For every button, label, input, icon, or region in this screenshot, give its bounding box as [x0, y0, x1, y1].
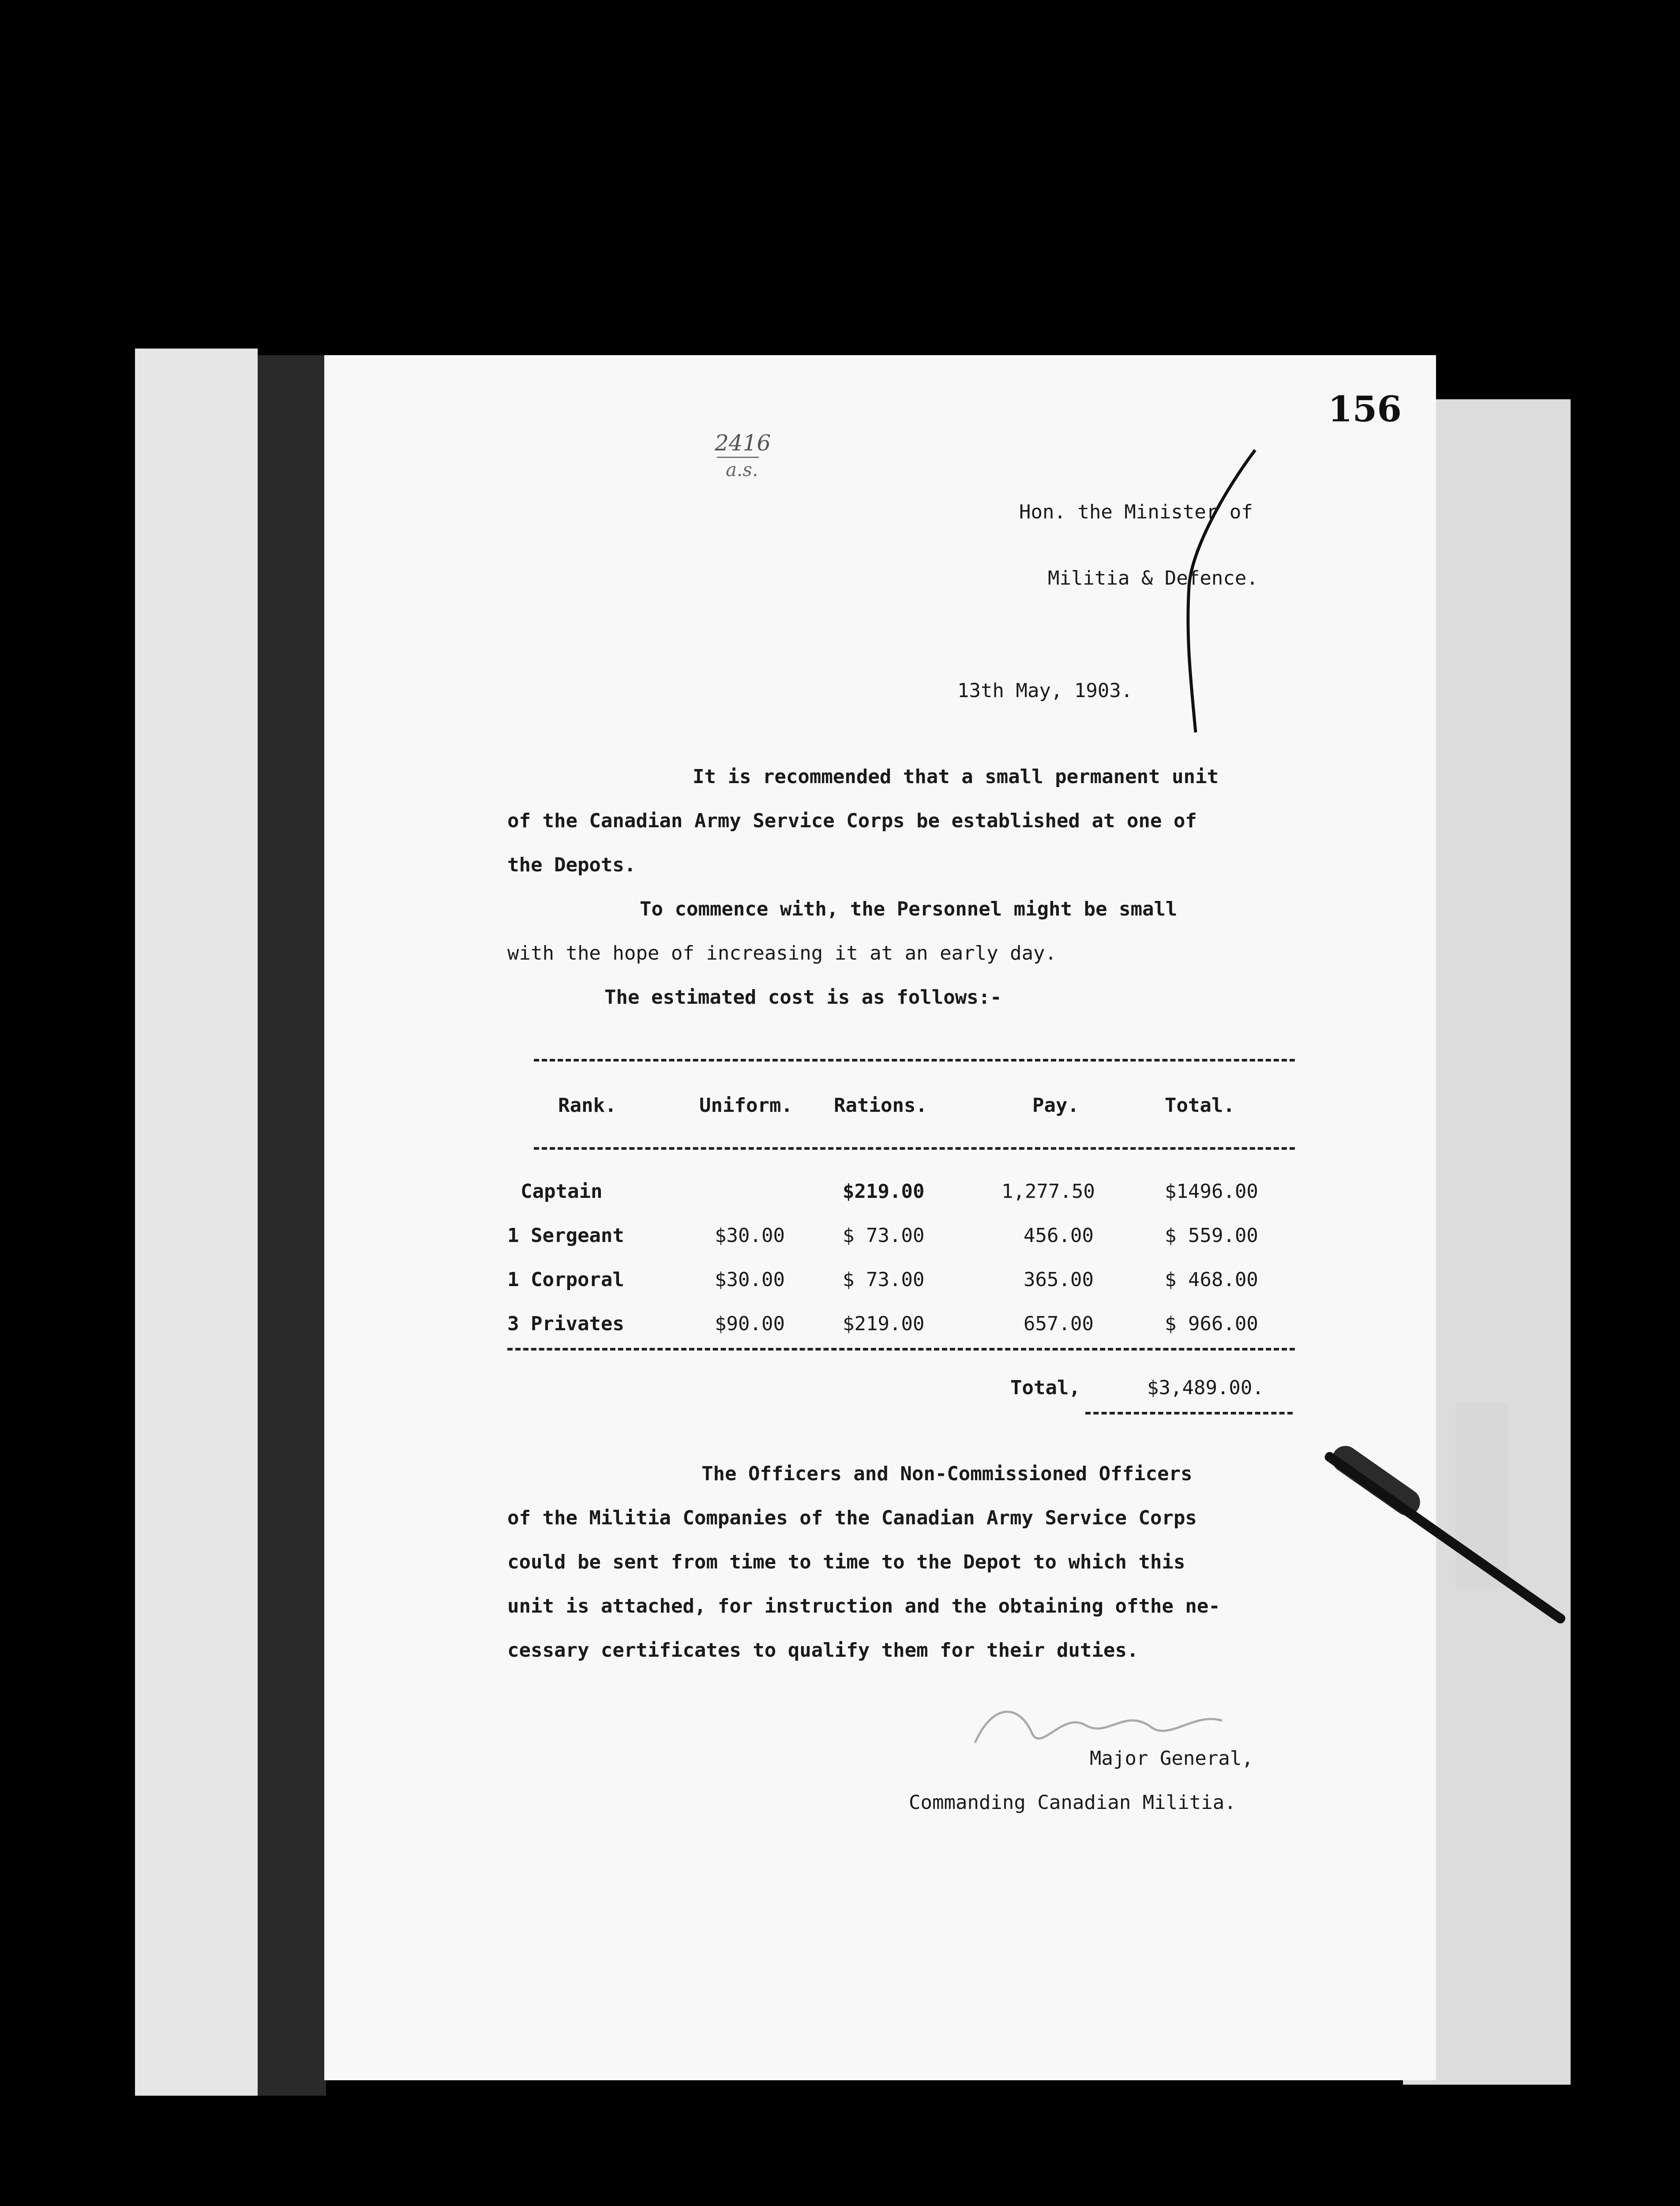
- closing-line: unit is attached, for instruction and the obtaining ofthe ne-: [507, 1595, 1220, 1617]
- letter-date: 13th May, 1903.: [957, 679, 1133, 702]
- table-cell: $219.00: [843, 1313, 925, 1335]
- body-line: of the Canadian Army Service Corps be established at one of: [507, 810, 1197, 832]
- table-cell: $90.00: [715, 1313, 785, 1335]
- table-cell: 657.00: [1024, 1313, 1094, 1335]
- table-header: Pay.: [1032, 1094, 1079, 1117]
- table-cell: $ 468.00: [1165, 1268, 1258, 1291]
- file-reference-sub: a.s.: [726, 459, 758, 480]
- table-header: Rank.: [558, 1094, 617, 1117]
- binding-shadow: [258, 355, 326, 2096]
- table-cell: 1 Sergeant: [507, 1224, 624, 1247]
- closing-line: cessary certificates to qualify them for their duties.: [507, 1639, 1139, 1662]
- closing-line: The Officers and Non-Commissioned Officers: [701, 1463, 1192, 1485]
- signature-title: Commanding Canadian Militia.: [909, 1791, 1236, 1814]
- closing-line: could be sent from time to time to the Depot to which this: [507, 1551, 1185, 1573]
- table-cell: 3 Privates: [507, 1313, 624, 1335]
- table-header: Rations.: [834, 1094, 927, 1117]
- table-cell: $ 73.00: [843, 1224, 925, 1247]
- table-cell: $219.00: [843, 1180, 925, 1203]
- body-line: It is recommended that a small permanent unit: [693, 765, 1219, 788]
- table-cell: Captain: [521, 1180, 603, 1203]
- pencil-mark: [1134, 441, 1266, 750]
- table-header: Uniform.: [699, 1094, 793, 1117]
- body-line: To commence with, the Personnel might be small: [640, 898, 1178, 920]
- table-cell: 365.00: [1024, 1268, 1094, 1291]
- addressee-line1: Hon. the Minister of: [1019, 501, 1253, 523]
- table-cell: 1,277.50: [1001, 1180, 1095, 1203]
- body-line: The estimated cost is as follows:-: [604, 986, 1002, 1009]
- file-reference-rule: [717, 457, 759, 458]
- file-reference: 2416: [715, 430, 771, 456]
- table-cell: $ 73.00: [843, 1268, 925, 1291]
- addressee-line2: Militia & Defence.: [1048, 567, 1258, 589]
- table-header: Total.: [1165, 1094, 1235, 1117]
- table-total-value: $3,489.00.: [1147, 1377, 1264, 1399]
- table-total-rule: [1085, 1412, 1293, 1414]
- left-page-edge: [135, 349, 258, 2096]
- table-cell: $30.00: [715, 1268, 785, 1291]
- body-line: with the hope of increasing it at an early day.: [507, 942, 1057, 964]
- page-number: 156: [1328, 388, 1402, 430]
- table-cell: $ 966.00: [1165, 1313, 1258, 1335]
- signature-title: Major General,: [1090, 1747, 1253, 1770]
- table-cell: $1496.00: [1165, 1180, 1258, 1203]
- table-cell: $ 559.00: [1165, 1224, 1258, 1247]
- table-cell: 456.00: [1024, 1224, 1094, 1247]
- table-total-label: Total,: [1010, 1377, 1080, 1399]
- table-cell: $30.00: [715, 1224, 785, 1247]
- body-line: the Depots.: [507, 854, 636, 876]
- closing-line: of the Militia Companies of the Canadian Army Service Corps: [507, 1507, 1197, 1529]
- table-rule-bottom: [507, 1348, 1295, 1351]
- letter-page: [324, 355, 1436, 2080]
- table-rule-top: [534, 1059, 1295, 1062]
- table-rule-mid: [534, 1147, 1295, 1150]
- table-cell: 1 Corporal: [507, 1268, 624, 1291]
